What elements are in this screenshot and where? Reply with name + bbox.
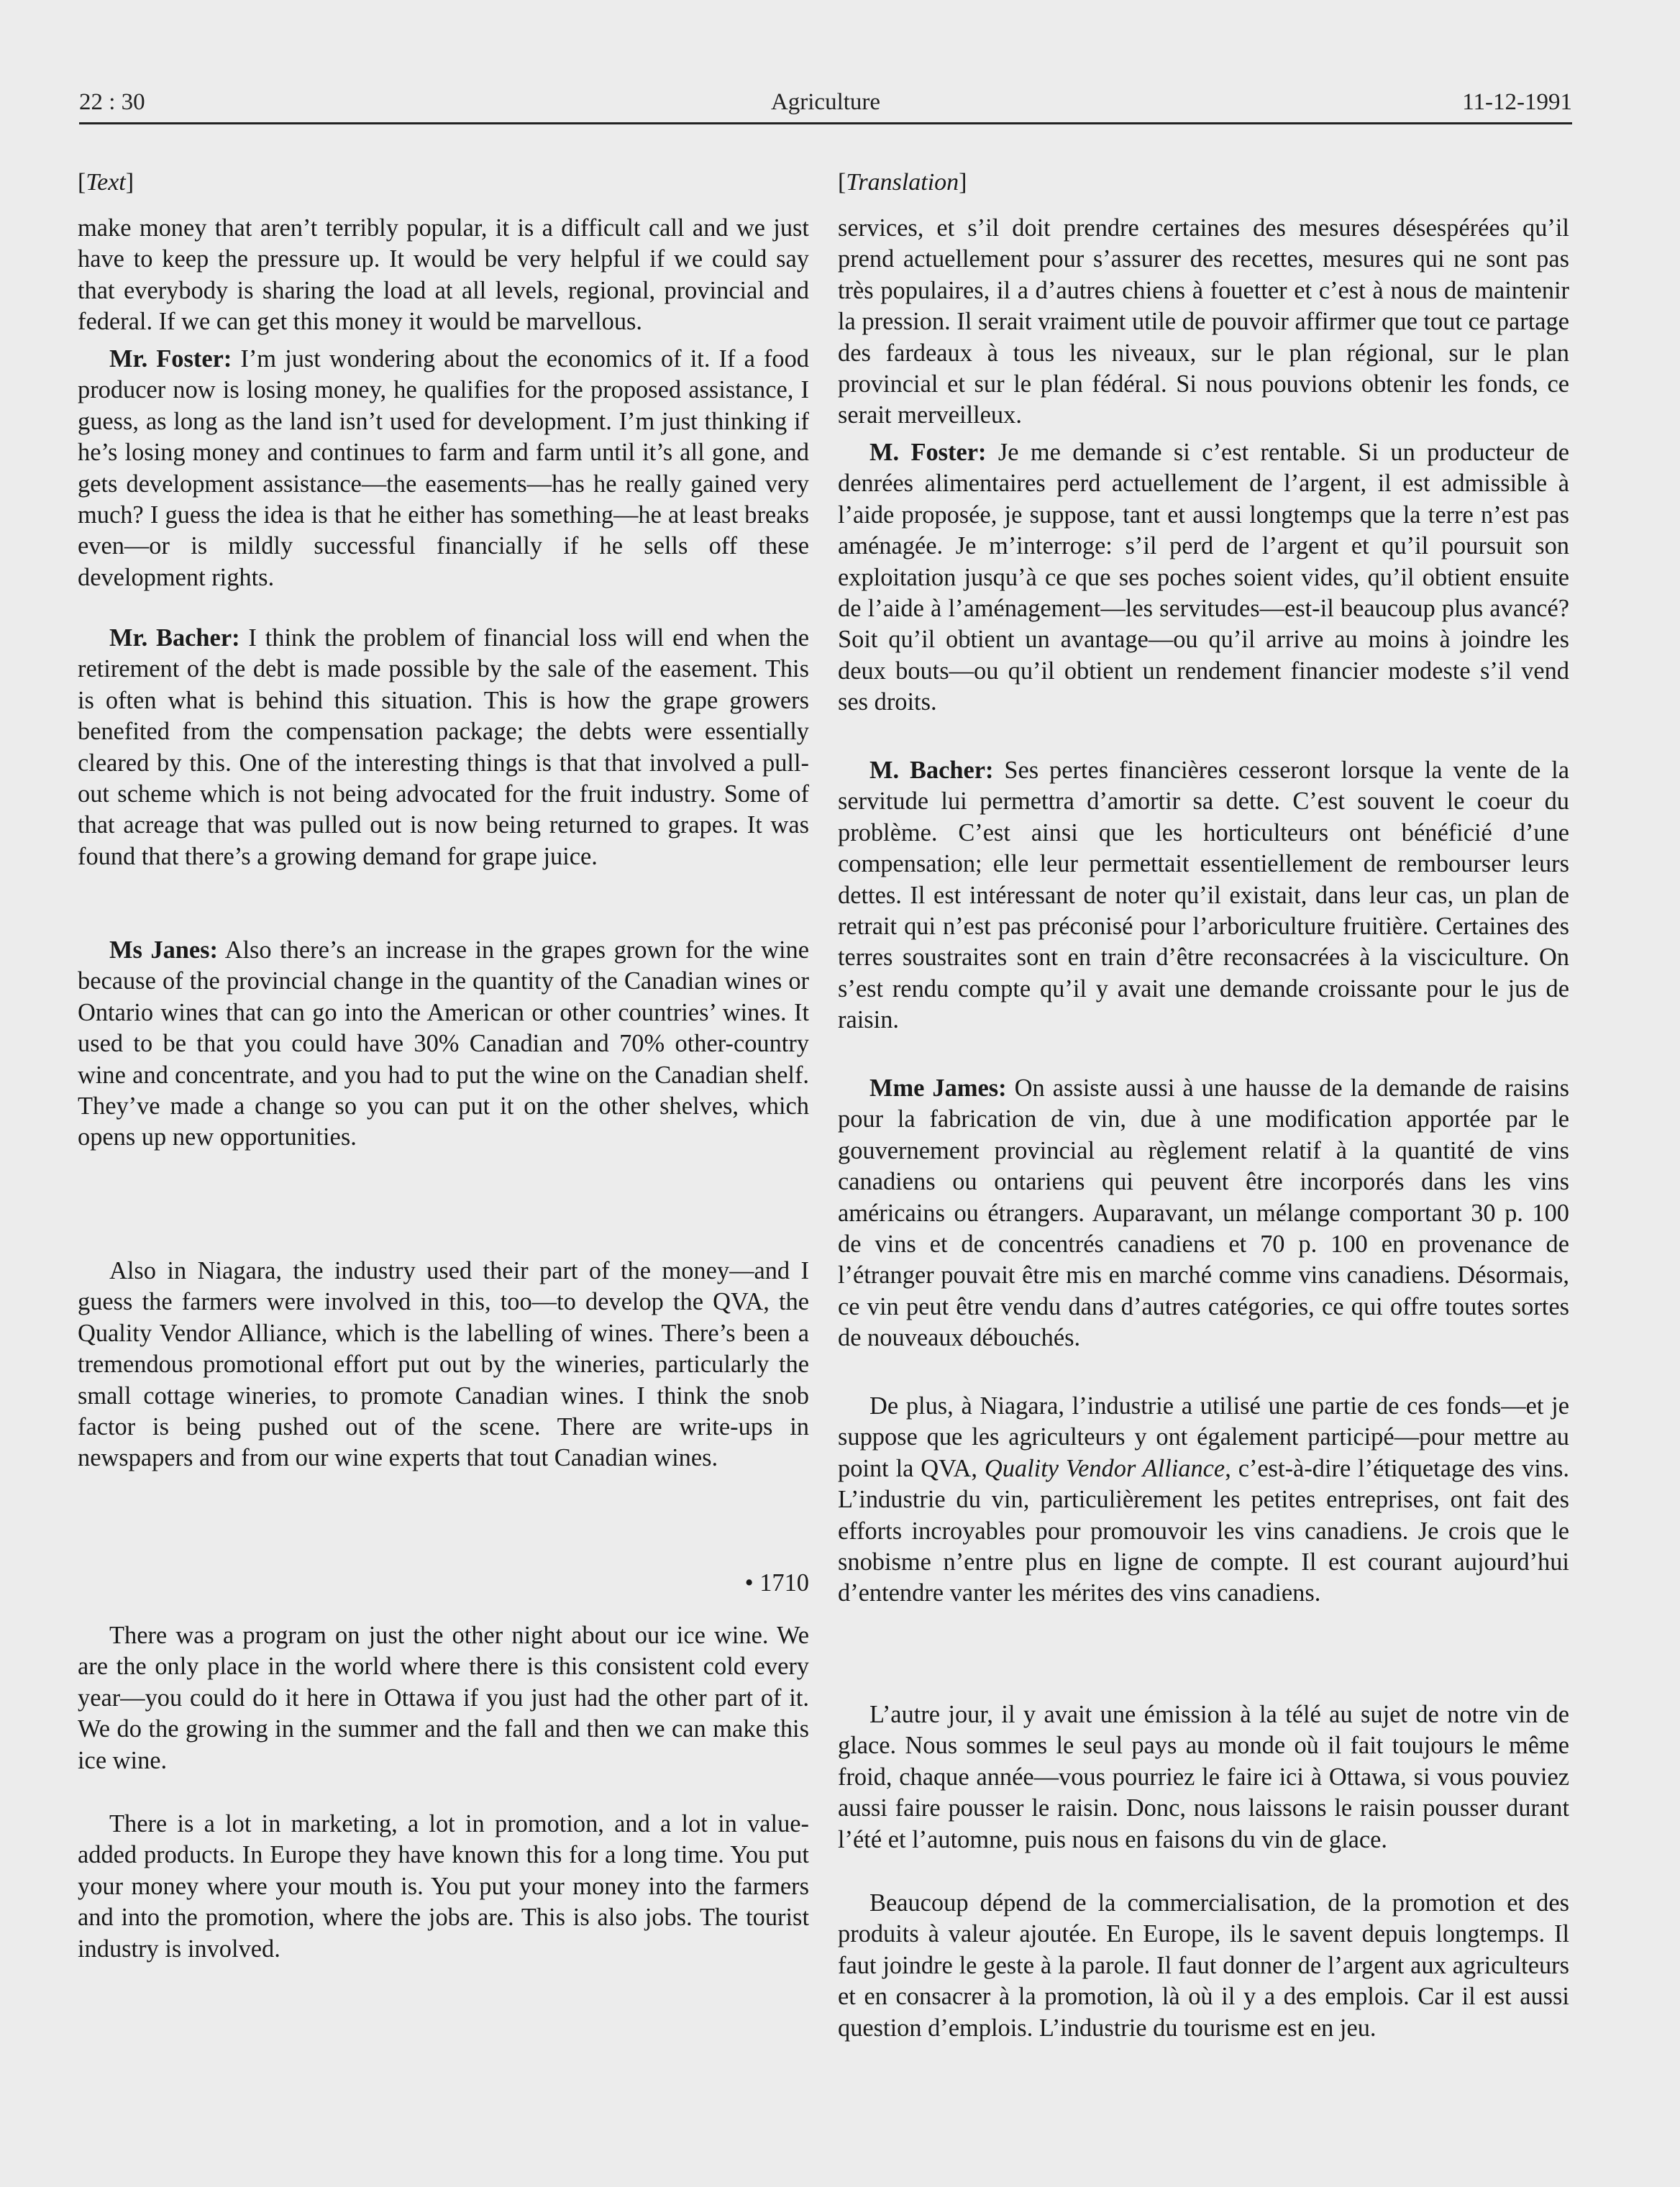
paragraph: M. Bacher: Ses pertes financières cesseront lorsque la vente de la servitude lui permettra d’amortir sa dette. C’est souvent le coeur du problème. C’est ainsi que les horticulteurs ont bénéficié d’une compensation; elle leur permettait essentiellement de rembourser leurs dettes. Il est intéressant de noter qu’il existait, dans leur cas, un plan de retrait qui n’est pas préconisé pour l’arboriculture fruitière. Certaines des terres soustraites sont en train d’être reconsacrées à la visciculture. On s’est rendu compte qu’il y avait une demande croissante pour le jus de raisin. [838,757,1569,1034]
time-marker: • 1710 [744,1569,809,1597]
paragraph: Mr. Foster: I’m just wondering about the economics of it. If a food producer now is losing money, he qualifies for the proposed assistance, I guess, as long as the land isn’t used for development. I’m just thinking if he’s losing money and continues to farm and farm until it’s all gone, and gets development assistance—the easements—has he really gained very much? I guess the idea is that he either has something—he at least breaks even—or is mildly successful financially if he sells off these development rights. [78,345,809,591]
column-tag: [Text] [78,169,134,196]
paragraph: services, et s’il doit prendre certaines des mesures désespérées qu’il prend actuellement pour s’assurer des recettes, mesures qui ne sont pas très populaires, il a d’autres chiens à fouetter et c’est à nous de maintenir la pression. Il serait vraiment utile de pouvoir affirmer que tout ce partage des fardeaux à tous les niveaux, sur le plan régional, sur le plan provincial et sur le plan fédéral. Si nous pouvions obtenir les fonds, ce serait merveilleux. [838,214,1569,429]
page-date: 11-12-1991 [1462,89,1572,115]
column-tag: [Translation] [838,169,967,196]
english-column [78,167,809,1965]
paragraph: Ms Janes: Also there’s an increase in the grapes grown for the wine because of the provincial change in the quantity of the Canadian wines or Ontario wines that can go into the American or other countries’ wines. It used to be that you could have 30% Canadian and 70% other-country wine and concentrate, and you had to put the wine on the Canadian shelf. They’ve made a change so you can put it on the other shelves, which opens up new opportunities. [78,936,810,1151]
speaker-name: M. Foster: [869,439,987,466]
paragraph: De plus, à Niagara, l’industrie a utilisé une partie de ces fonds—et je suppose que les agriculteurs y ont également participé—pour mettre au point la QVA, Quality Vendor Alliance, c’est-à-dire l’étiquetage des vins. L’industrie du vin, particulièrement les petites entreprises, ont fait des efforts incroyables pour promouvoir les vins canadiens. Je crois que le snobisme n’entre plus en ligne de compte. Il est courant aujourd’hui d’entendre vanter les mérites des vins canadiens. [838,1392,1569,1607]
page-number: 22 : 30 [79,89,145,115]
paragraph: There is a lot in marketing, a lot in promotion, and a lot in value-added products. In Europe they have known this for a long time. You put your money where your mouth is. You put your money into the farmers and into the promotion, where the jobs are. This is also jobs. The tourist industry is involved. [78,1810,809,1963]
paragraph: Mr. Bacher: I think the problem of financial loss will end when the retirement of the debt is made possible by the sale of the easement. This is often what is behind this situation. This is how the grape growers benefited from the compensation package; the debts were essentially cleared by this. One of the interesting things is that that involved a pull-out scheme which is not being advocated for the fruit industry. Some of that acreage that was pulled out is now being returned to grapes. It was found that there’s a growing demand for grape juice. [78,624,809,870]
speaker-name: Mme James: [869,1074,1007,1102]
header-rule [79,122,1572,124]
page-header [79,85,1572,122]
speaker-name: Ms Janes: [109,936,218,964]
speaker-name: Mr. Foster: [109,345,232,373]
paragraph: Also in Niagara, the industry used their part of the money—and I guess the farmers were involved in this, too—to develop the QVA, the Quality Vendor Alliance, which is the labelling of wines. There’s been a tremendous promotional effort put out by the wineries, particularly the small cottage wineries, to promote Canadian wines. I think the snob factor is being pushed out of the scene. There are write-ups in newspapers and from our wine experts that tout Canadian wines. [78,1257,809,1472]
paragraph: L’autre jour, il y avait une émission à la télé au sujet de notre vin de glace. Nous sommes le seul pays au monde où il fait toujours le même froid, chaque année—vous pourriez le faire ici à Ottawa, si vous pouviez aussi faire pousser le raisin. Donc, nous laissons le raisin pousser durant l’été et l’automne, puis nous en faisons du vin de glace. [838,1701,1569,1853]
speaker-name: M. Bacher: [869,757,994,784]
paragraph: Mme James: On assiste aussi à une hausse de la demande de raisins pour la fabrication de vin, due à une modification apportée par le gouvernement provincial au règlement relatif à la quantité de vins canadiens ou ontariens qui peuvent être incorporés dans les vins américains ou étrangers. Auparavant, un mélange comportant 30 p. 100 de vins et de concentrés canadiens et 70 p. 100 en provenance de l’étranger pouvait être mis en marché comme vins canadiens. Désormais, ce vin peut être vendu dans d’autres catégories, ce qui offre toutes sortes de nouveaux débouchés. [838,1074,1569,1352]
page-title: Agriculture [770,89,881,115]
paragraph: Beaucoup dépend de la commercialisation, de la promotion et des produits à valeur ajoutée. En Europe, ils le savent depuis longtemps. Il faut joindre le geste à la parole. Il faut donner de l’argent aux agriculteurs et en consacrer à la promotion, là où il y a des emplois. Car il est aussi question d’emplois. L’industrie du tourisme est en jeu. [838,1889,1569,2042]
french-column [838,167,1569,2044]
italic-term: Quality Vendor Alliance [984,1454,1225,1482]
paragraph: M. Foster: Je me demande si c’est rentable. Si un producteur de denrées alimentaires perd actuellement de l’argent, il est admissible à l’aide proposée, je suppose, tant et aussi longtemps que la terre n’est pas aménagée. Je m’interroge: s’il perd de l’argent et qu’il poursuit son exploitation jusqu’à ce que ses poches soient vides, qu’il obtient ensuite de l’aide à l’aménagement—les servitudes—est-il beaucoup plus avancé? Soit qu’il obtient un avantage—ou qu’il arrive au moins à joindre les deux bouts—ou qu’il obtient un rendement financier modeste s’il vend ses droits. [838,439,1569,716]
speaker-name: Mr. Bacher: [109,624,240,652]
paragraph: make money that aren’t terribly popular, it is a difficult call and we just have to keep the pressure up. It would be very helpful if we could say that everybody is sharing the load at all levels, regional, provincial and federal. If we can get this money it would be marvellous. [78,214,809,336]
paragraph: There was a program on just the other night about our ice wine. We are the only place in the world where there is this consistent cold every year—you could do it here in Ottawa if you just had the other part of it. We do the growing in the summer and the fall and then we can make this ice wine. [78,1622,809,1774]
